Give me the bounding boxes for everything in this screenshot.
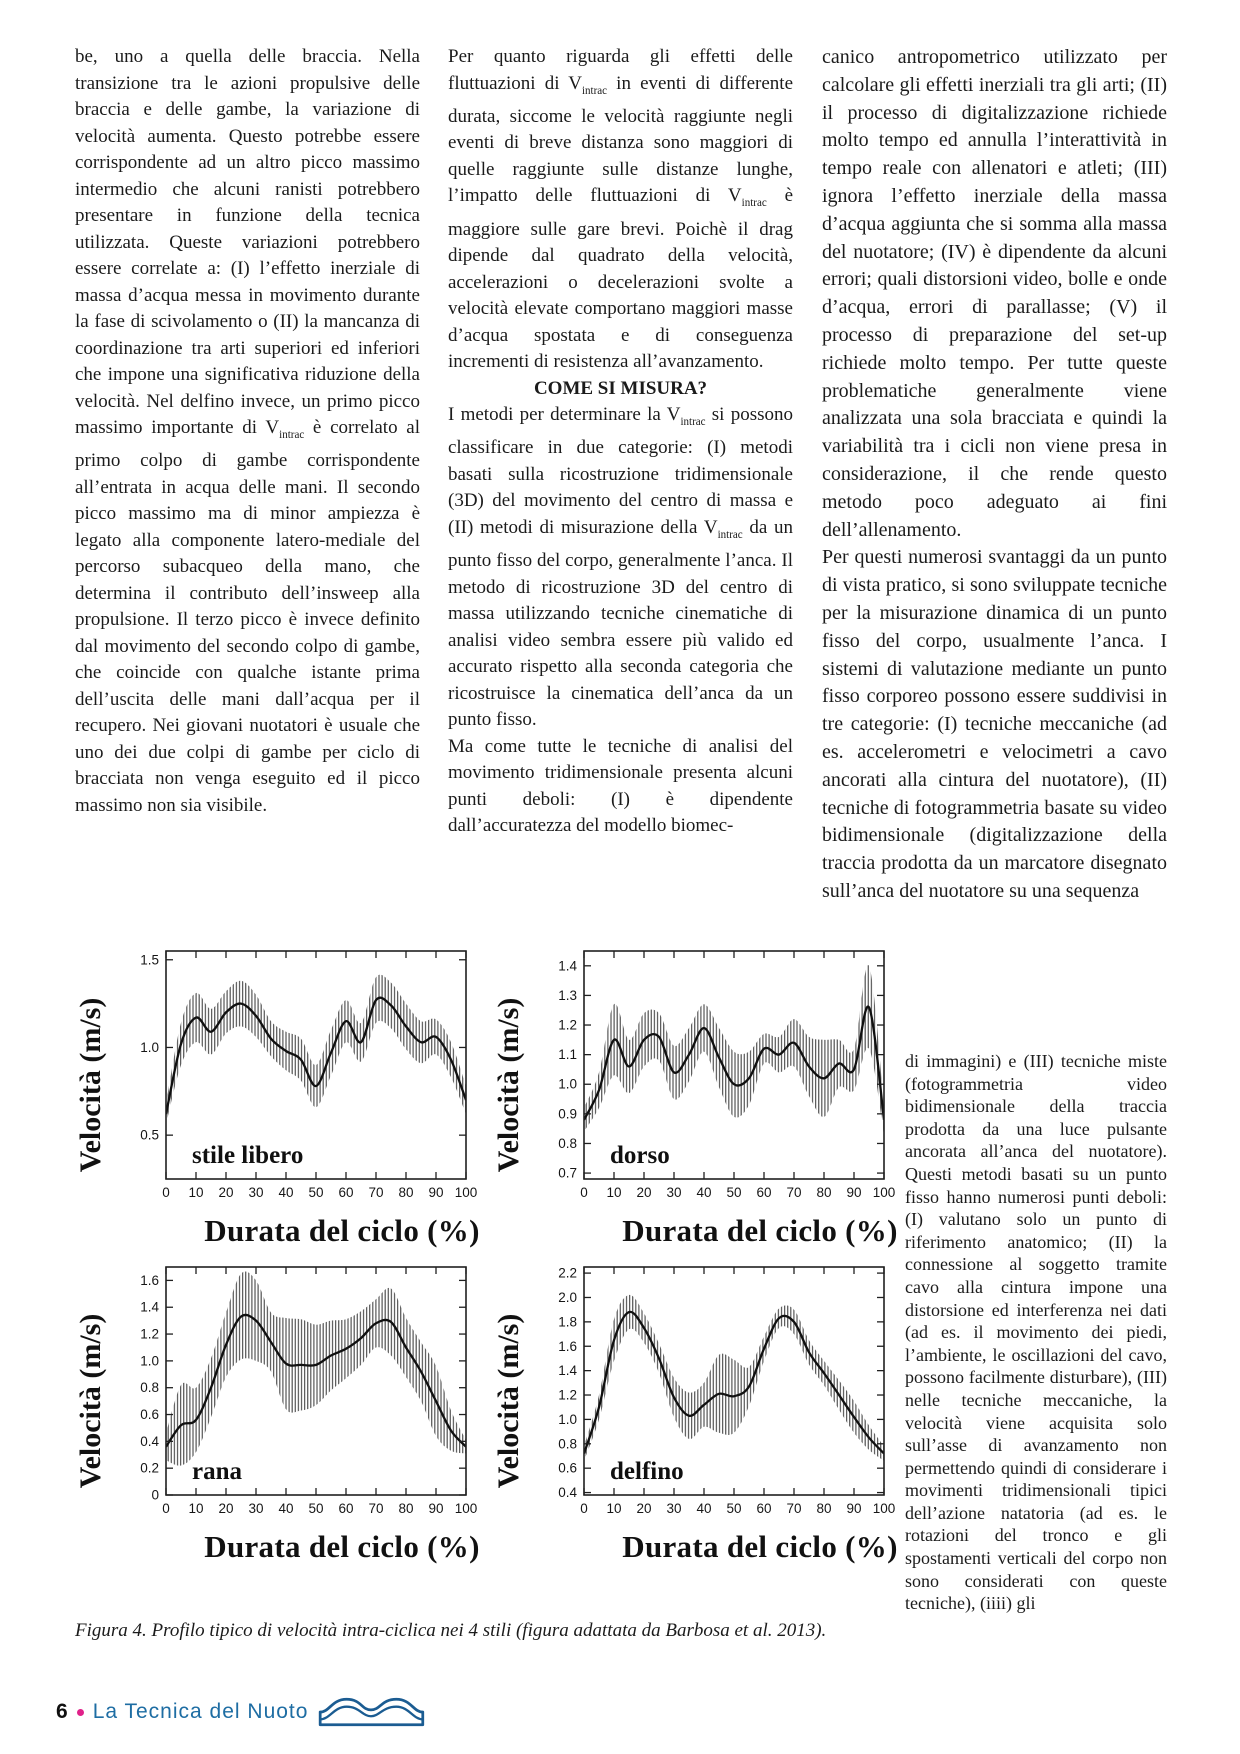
svg-text:0: 0	[151, 1487, 159, 1503]
svg-text:1.1: 1.1	[558, 1047, 577, 1063]
chart-column	[114, 946, 526, 1249]
svg-text:1.4: 1.4	[558, 958, 577, 974]
x-axis-label: Durata del ciclo (%)	[622, 1529, 898, 1564]
svg-text:1.5: 1.5	[140, 952, 159, 968]
svg-text:0.4: 0.4	[140, 1433, 159, 1449]
chart-canvas-rana	[114, 1262, 526, 1529]
svg-text:40: 40	[278, 1185, 294, 1200]
svg-text:70: 70	[786, 1501, 802, 1516]
svg-text:1.2: 1.2	[558, 1387, 577, 1403]
page-number: 6	[56, 1700, 68, 1723]
body-paragraph: Per quanto riguarda gli effetti delle fluttuazioni di $V_{intrac}$ in eventi di differente durata, siccome le velocità raggiunte negli eventi di breve distanza sono maggiori di quelle raggiunte sulle distanze lunghe, l’impatto delle fluttuazioni di $V_{intrac}$ è maggiore sulle gare brevi. Poichè il drag dipende dal quadrato della velocità, accelerazioni o decelerazioni svolte a velocità elevate comportano maggiori masse d’acqua spostata e di conseguenza incrementi di resistenza all’avanzamento.	[448, 46, 793, 373]
svg-text:0: 0	[580, 1501, 588, 1516]
svg-text:40: 40	[696, 1185, 712, 1200]
svg-text:100: 100	[872, 1501, 896, 1516]
svg-text:1.2: 1.2	[558, 1017, 577, 1033]
svg-text:10: 10	[606, 1185, 622, 1200]
svg-text:0: 0	[162, 1185, 170, 1200]
svg-text:60: 60	[756, 1185, 772, 1200]
page-footer	[56, 1694, 427, 1730]
section-heading: COME SI MISURA?	[533, 377, 708, 399]
svg-text:1.6: 1.6	[140, 1272, 159, 1288]
svg-text:2.2: 2.2	[558, 1265, 577, 1281]
svg-text:30: 30	[666, 1501, 682, 1516]
svg-text:50: 50	[726, 1501, 742, 1516]
svg-text:0.8: 0.8	[558, 1135, 577, 1151]
svg-text:20: 20	[636, 1501, 652, 1516]
svg-text:1.0: 1.0	[558, 1411, 577, 1427]
y-axis-label	[68, 946, 114, 1249]
svg-text:1.2: 1.2	[140, 1326, 159, 1342]
svg-text:0.2: 0.2	[140, 1460, 159, 1476]
svg-text:70: 70	[368, 1185, 384, 1200]
svg-text:0.8: 0.8	[140, 1380, 159, 1396]
svg-text:100: 100	[454, 1185, 478, 1200]
chart-column	[532, 1262, 944, 1565]
svg-text:20: 20	[636, 1185, 652, 1200]
chart-delfino	[486, 1262, 944, 1565]
figure-caption: Figura 4. Profilo tipico di velocità intra-ciclica nei 4 stili (figura adattata da Barbosa et al. 2013).	[75, 1620, 827, 1641]
x-axis-label: Durata del ciclo (%)	[204, 1529, 480, 1564]
svg-text:1.4: 1.4	[558, 1363, 577, 1379]
svg-text:90: 90	[428, 1501, 444, 1516]
svg-text:0: 0	[580, 1185, 588, 1200]
svg-text:2.0: 2.0	[558, 1289, 577, 1305]
svg-text:40: 40	[696, 1501, 712, 1516]
svg-text:delfino: delfino	[610, 1458, 684, 1485]
svg-text:80: 80	[816, 1501, 832, 1516]
body-paragraph: Ma come tutte le tecniche di analisi del movimento tridimensionale presenta alcuni punti deboli: (I) è dipendente dall’accuratezza del modello biomec-	[448, 735, 793, 837]
svg-text:0: 0	[162, 1501, 170, 1516]
svg-text:1.3: 1.3	[558, 987, 577, 1003]
svg-text:0.5: 0.5	[140, 1127, 159, 1143]
svg-text:80: 80	[816, 1185, 832, 1200]
text-column-3-wide	[822, 44, 1167, 1048]
text-column-1	[75, 44, 420, 819]
svg-text:90: 90	[846, 1501, 862, 1516]
chart-stile-libero	[68, 946, 526, 1249]
svg-text:dorso: dorso	[610, 1142, 670, 1169]
y-axis-label-text: Velocità (m/s)	[492, 1314, 525, 1489]
body-paragraph: I metodi per determinare la $V_{intrac}$ si possono classificare in due categorie: (I) metodi basati sulla ricostruzione tridimensionale (3D) del movimento del centro di massa e (II) metodi di misurazione della $V_{intrac}$ da un punto fisso del corpo, generalmente l’anca. Il metodo di ricostruzione 3D del centro di massa utilizzando tecniche cinematiche di analisi video sembra essere più valido ed accurato rispetto alla seconda categoria che ricostruisce la cinematica dell’anca da un punto fisso.	[448, 404, 794, 731]
wave-logo	[317, 1694, 427, 1730]
svg-text:30: 30	[248, 1185, 264, 1200]
svg-text:60: 60	[756, 1501, 772, 1516]
x-axis-label: Durata del ciclo (%)	[204, 1213, 480, 1248]
svg-text:60: 60	[338, 1185, 354, 1200]
x-axis-label: Durata del ciclo (%)	[622, 1213, 898, 1248]
svg-text:60: 60	[338, 1501, 354, 1516]
svg-text:90: 90	[846, 1185, 862, 1200]
text-column-3-narrow	[905, 1050, 1167, 1615]
svg-text:50: 50	[726, 1185, 742, 1200]
footer-separator-dot	[77, 1709, 84, 1716]
body-paragraph: di immagini) e (III) tecniche miste (fotogrammetria video bidimensionale della traccia prodotta da una luce pulsante ancorata all’anca del nuotatore). Questi metodi basati su un punto fisso hanno numerosi punti deboli: (I) valutano solo un punto di riferimento anatomico; (II) la connessione al soggetto tramite cavo alla cintura impone una distorsione ed interferenza nei dati (ad es. il movimento dei piedi, l’ambiente, le oscillazioni del cavo, possono facilmente disturbare), (III) nelle tecniche meccaniche, la velocità viene acquisita solo sull’asse di avanzamento non permettendo quindi di considerare i movimenti tridimensionali tipici dell’azione natatoria (ad es. le rotazioni del tronco e gli spostamenti verticali del corpo non sono considerati con queste tecniche), (iiii) gli	[905, 1051, 1167, 1614]
svg-text:10: 10	[188, 1185, 204, 1200]
svg-text:80: 80	[398, 1185, 414, 1200]
y-axis-label-text: Velocità (m/s)	[74, 998, 107, 1173]
svg-text:stile libero: stile libero	[192, 1142, 304, 1169]
svg-text:40: 40	[278, 1501, 294, 1516]
svg-text:0.6: 0.6	[140, 1407, 159, 1423]
magazine-title: La Tecnica del Nuoto	[92, 1700, 309, 1723]
body-paragraph: Per questi numerosi svantaggi da un punto di vista pratico, si sono sviluppate tecniche per la misurazione dinamica di un punto fisso del corpo, usualmente l’anca. I sistemi di valutazione mediante un punto fisso corporeo possono essere suddivisi in tre categorie: (I) tecniche meccaniche (ad es. accelerometri e velocimetri a cavo ancorati alla cintura del nuotatore), (II) tecniche di fotogrammetria basate su video bidimensionale (digitalizzazione della traccia prodotta da un marcatore disegnato sull’anca del nuotatore su una sequenza	[822, 546, 1167, 902]
text-column-2	[448, 44, 793, 840]
y-axis-label	[486, 946, 532, 1249]
svg-text:1.0: 1.0	[140, 1353, 159, 1369]
y-axis-label-text: Velocità (m/s)	[492, 998, 525, 1173]
svg-text:100: 100	[454, 1501, 478, 1516]
svg-text:0.9: 0.9	[558, 1106, 577, 1122]
y-axis-label-text: Velocità (m/s)	[74, 1314, 107, 1489]
svg-text:0.7: 0.7	[558, 1165, 577, 1181]
y-axis-label	[68, 1262, 114, 1565]
svg-text:1.4: 1.4	[140, 1299, 159, 1315]
svg-text:50: 50	[308, 1501, 324, 1516]
svg-text:0.6: 0.6	[558, 1460, 577, 1476]
svg-text:1.8: 1.8	[558, 1314, 577, 1330]
chart-column	[114, 1262, 526, 1565]
svg-text:70: 70	[786, 1185, 802, 1200]
svg-text:70: 70	[368, 1501, 384, 1516]
svg-text:10: 10	[188, 1501, 204, 1516]
svg-text:90: 90	[428, 1185, 444, 1200]
y-axis-label	[486, 1262, 532, 1565]
svg-text:1.0: 1.0	[140, 1039, 159, 1055]
svg-text:20: 20	[218, 1501, 234, 1516]
chart-canvas-delfino	[532, 1262, 944, 1529]
svg-text:30: 30	[248, 1501, 264, 1516]
svg-text:0.4: 0.4	[558, 1485, 577, 1501]
svg-text:1.0: 1.0	[558, 1076, 577, 1092]
body-paragraph: canico antropometrico utilizzato per calcolare gli effetti inerziali tra gli arti; (II) il processo di digitalizzazione richiede molto tempo ed annulla l’interattività in tempo reale con allenatori e atleti; (III) ignora l’effetto inerziale della massa d’acqua aggiunta che si somma alla massa del nuotatore; (IV) è dipendente da alcuni errori; quali distorsioni video, bolle e onde d’acqua, errori di parallasse; (V) il processo di preparazione del set-up richiede molto tempo. Per tutte queste problematiche generalmente viene analizzata una sola bracciata e quindi la variabilità tra i cicli non viene presa in considerazione, il che rende questo metodo poco adeguato ai fini dell’allenamento.	[822, 46, 1167, 541]
svg-text:0.8: 0.8	[558, 1436, 577, 1452]
svg-text:80: 80	[398, 1501, 414, 1516]
svg-text:20: 20	[218, 1185, 234, 1200]
svg-text:30: 30	[666, 1185, 682, 1200]
chart-canvas-stile-libero	[114, 946, 526, 1213]
svg-text:50: 50	[308, 1185, 324, 1200]
svg-text:100: 100	[872, 1185, 896, 1200]
svg-text:rana: rana	[192, 1458, 242, 1485]
chart-rana	[68, 1262, 526, 1565]
body-paragraph: be, uno a quella delle braccia. Nella transizione tra le azioni propulsive delle braccia e delle gambe, la variazione di velocità aumenta. Questo potrebbe essere corrispondente ad un altro picco massimo intermedio che alcuni ranisti potrebbero presentare in funzione della tecnica utilizzata. Queste variazioni potrebbero essere correlate a: (I) l’effetto inerziale di massa d’acqua messa in movimento durante la fase di scivolamento o (II) la mancanza di coordinazione tra arti superiori ed inferiori che impone una significativa riduzione della velocità. Nel delfino invece, un primo picco massimo importante di $V_{intrac}$ è correlato al primo colpo di gambe corrispondente all’entrata in acqua delle mani. Il secondo picco massimo ma di minor ampiezza è legato alla componente latero-mediale del percorso subacqueo della mano, che determina il contributo dell’insweep alla propulsione. Il terzo picco è invece definito dal movimento del secondo colpo di gambe, che coincide con qualche istante prima dell’uscita delle mani dall’acqua per il recupero. Nei giovani nuotatori è usuale che uno dei due colpi di gambe per ciclo di bracciata non venga eseguito ed il picco massimo non sia visibile.	[75, 46, 420, 816]
svg-text:10: 10	[606, 1501, 622, 1516]
chart-column	[532, 946, 944, 1249]
chart-dorso	[486, 946, 944, 1249]
svg-text:1.6: 1.6	[558, 1338, 577, 1354]
chart-canvas-dorso	[532, 946, 944, 1213]
